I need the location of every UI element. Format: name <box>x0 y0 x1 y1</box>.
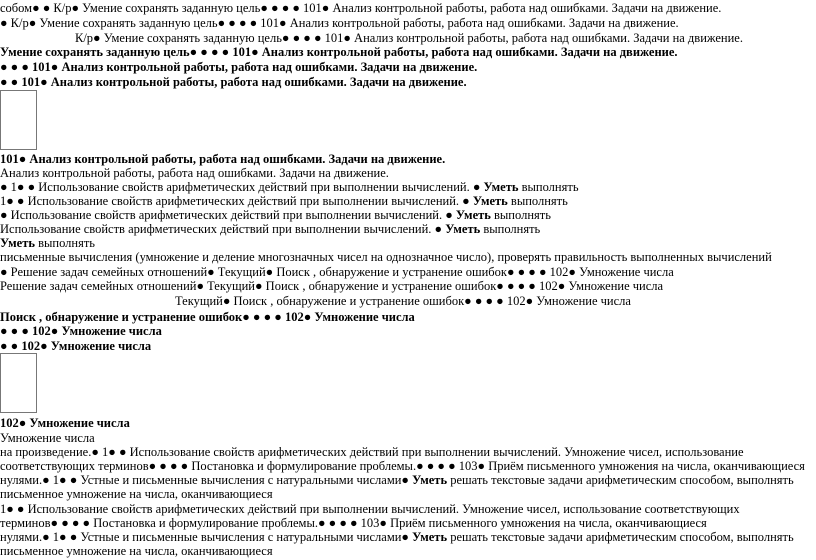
text-line: 101● Анализ контрольной работы, работа над ошибками. Задачи на движение. <box>0 152 446 166</box>
text-line: ● ● ● 101● Анализ контрольной работы, работа над ошибками. Задачи на движение. <box>0 60 478 74</box>
image-placeholder <box>0 90 37 150</box>
text-line: соответствующих терминов● ● ● ● Постановка и формулирование проблемы.● ● ● ● 103● Приём письменного умножения на числа, оканчивающиеся <box>0 459 805 473</box>
text-line: письменное умножение на числа, оканчивающиеся <box>0 487 273 501</box>
text-line: Поиск , обнаружение и устранение ошибок● ● ● ● 102● Умножение числа <box>0 310 415 324</box>
text-line: Использование свойств арифметических действий при выполнении вычислений. ● Уметь выполнять <box>0 222 541 236</box>
text-line: письменное умножение на числа, оканчивающиеся <box>0 544 273 558</box>
text-line: 102● Умножение числа <box>0 416 130 430</box>
text-line: собом● ● К/р● Умение сохранять заданную цель● ● ● ● 101● Анализ контрольной работы, работа над ошибками. Задачи на движение. <box>0 1 722 15</box>
image-placeholder <box>0 353 37 413</box>
text-line: 1● ● Использование свойств арифметических действий при выполнении вычислений. ● Уметь выполнять <box>0 194 568 208</box>
text-line: ● ● 101● Анализ контрольной работы, работа над ошибками. Задачи на движение. <box>0 75 467 89</box>
text-line: письменные вычисления (умножение и деление многозначных чисел на однозначное число), проверять правильность выполненных вычислений <box>0 250 772 264</box>
text-line: Умножение числа <box>0 431 95 445</box>
text-line: ● К/р● Умение сохранять заданную цель● ● ● ● 101● Анализ контрольной работы, работа над ошибками. Задачи на движение. <box>0 16 679 30</box>
text-line: Текущий● Поиск , обнаружение и устранение ошибок● ● ● ● 102● Умножение числа <box>175 294 631 308</box>
text-line: 1● ● Использование свойств арифметических действий при выполнении вычислений. Умножение чисел, использование соответствующих <box>0 502 740 516</box>
text-line: нулями.● 1● ● Устные и письменные вычисления с натуральными числами● Уметь решать текстовые задачи арифметическим способом, выполнять <box>0 530 794 544</box>
text-line: ● ● 102● Умножение числа <box>0 339 152 353</box>
text-line: Анализ контрольной работы, работа над ошибками. Задачи на движение. <box>0 166 389 180</box>
text-line: К/р● Умение сохранять заданную цель● ● ● ● 101● Анализ контрольной работы, работа над ошибками. Задачи на движение. <box>75 31 743 45</box>
text-line: нулями.● 1● ● Устные и письменные вычисления с натуральными числами● Уметь решать текстовые задачи арифметическим способом, выполнять <box>0 473 794 487</box>
text-line: на произведение.● 1● ● Использование свойств арифметических действий при выполнении вычислений. Умножение чисел, использование <box>0 445 744 459</box>
text-line: терминов● ● ● ● Постановка и формулирование проблемы.● ● ● ● 103● Приём письменного умножения на числа, оканчивающиеся <box>0 516 707 530</box>
text-line: Умение сохранять заданную цель● ● ● ● 101● Анализ контрольной работы, работа над ошибками. Задачи на движение. <box>0 45 678 59</box>
text-line: Решение задач семейных отношений● Текущий● Поиск , обнаружение и устранение ошибок● ● ● ● 102● Умножение числа <box>0 279 664 293</box>
text-line: ● ● ● 102● Умножение числа <box>0 324 162 338</box>
text-line: ● Решение задач семейных отношений● Текущий● Поиск , обнаружение и устранение ошибок● ● ● ● 102● Умножение числа <box>0 265 674 279</box>
text-line: ● Использование свойств арифметических действий при выполнении вычислений. ● Уметь выполнять <box>0 208 551 222</box>
text-line: ● 1● ● Использование свойств арифметических действий при выполнении вычислений. ● Уметь выполнять <box>0 180 579 194</box>
text-line: Уметь выполнять <box>0 236 96 250</box>
